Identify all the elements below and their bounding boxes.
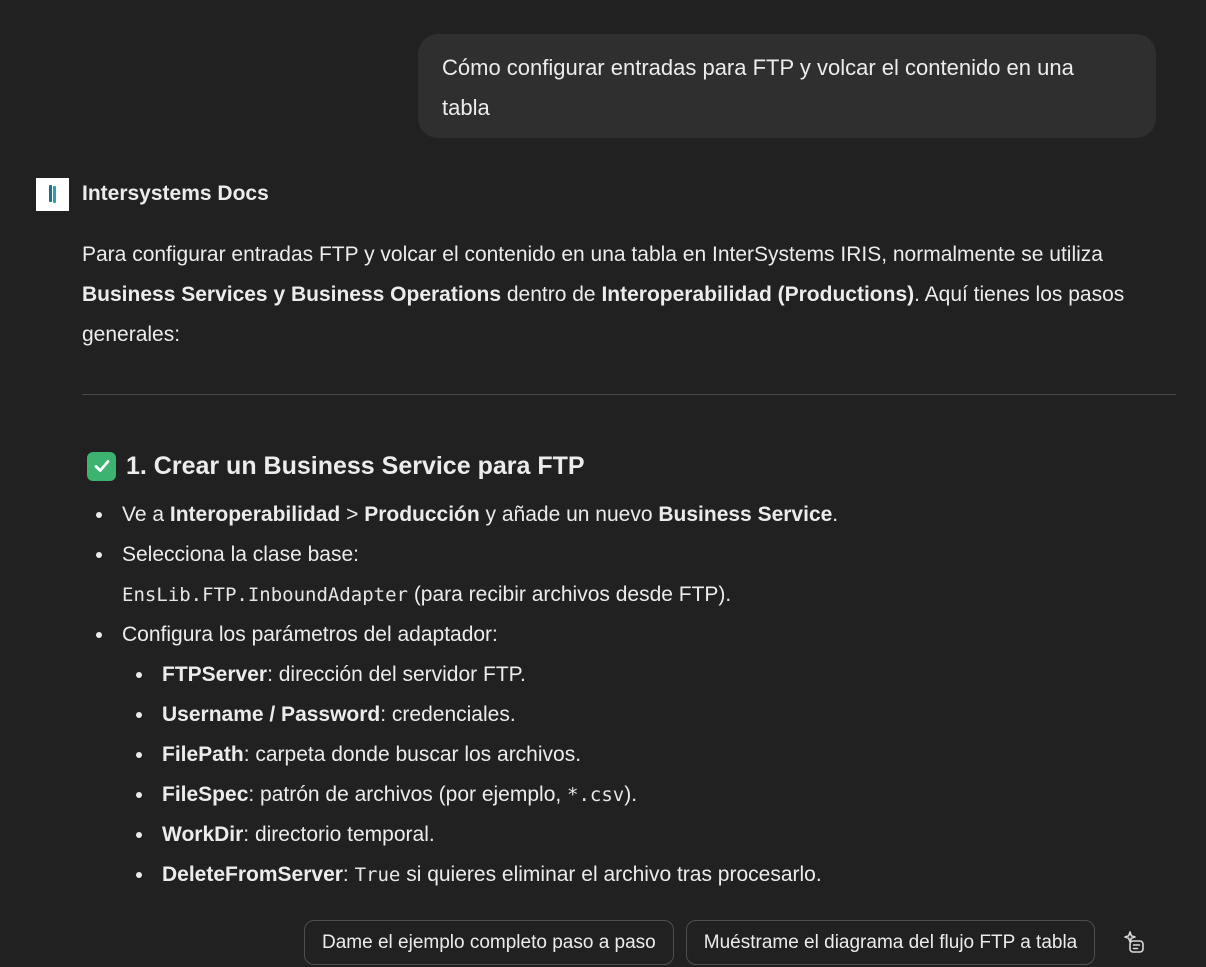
divider xyxy=(82,394,1176,395)
text: . Aquí tienes los pasos xyxy=(914,283,1125,306)
suggestion-chip-example[interactable]: Dame el ejemplo completo paso a paso xyxy=(304,920,674,965)
text: dentro de xyxy=(501,283,602,306)
user-message-bubble xyxy=(418,34,1156,138)
inline-code: True xyxy=(354,864,401,886)
bold-text: FTPServer xyxy=(162,663,268,686)
sparkle-prompt-icon[interactable] xyxy=(1117,926,1151,960)
steps-list xyxy=(82,495,1182,895)
bullet xyxy=(136,832,142,838)
bold-text: Producción xyxy=(364,503,480,526)
assistant-header xyxy=(36,177,269,211)
list-item xyxy=(82,495,1182,535)
list-item-continuation xyxy=(82,575,1182,615)
bold-text: Interoperabilidad (Productions) xyxy=(601,283,915,306)
intersystems-logo-icon xyxy=(36,178,69,211)
bullet xyxy=(136,792,142,798)
intro-paragraph xyxy=(82,235,1182,355)
list-item xyxy=(82,615,1182,655)
user-message-line: tabla xyxy=(442,95,490,120)
text: : dirección del servidor FTP. xyxy=(267,663,526,686)
inline-code: EnsLib.FTP.InboundAdapter xyxy=(122,584,408,606)
assistant-name: Intersystems Docs xyxy=(82,182,269,205)
check-mark-icon xyxy=(87,452,116,481)
bold-text: Business Service xyxy=(658,503,833,526)
bullet xyxy=(96,632,102,638)
text: . xyxy=(832,503,839,526)
intro-line xyxy=(82,275,1182,315)
sub-list-item xyxy=(82,655,1182,695)
bold-text: Business Services y Business Operations xyxy=(82,283,502,306)
bullet xyxy=(96,552,102,558)
bold-text: WorkDir xyxy=(162,823,244,846)
text: y añade un nuevo xyxy=(479,503,659,526)
text: > xyxy=(340,503,365,526)
section-title-text: 1. Crear un Business Service para FTP xyxy=(126,451,585,480)
bullet xyxy=(136,712,142,718)
bullet xyxy=(136,752,142,758)
text: : carpeta donde buscar los archivos. xyxy=(243,743,582,766)
bold-text: FileSpec xyxy=(162,783,249,806)
bullet xyxy=(96,512,102,518)
sub-list-item xyxy=(82,695,1182,735)
sub-list-item xyxy=(82,775,1182,815)
intro-line: generales: xyxy=(82,323,181,346)
bold-text: Username / Password xyxy=(162,703,381,726)
bold-text: FilePath xyxy=(162,743,244,766)
bold-text: Interoperabilidad xyxy=(169,503,341,526)
suggestion-bar xyxy=(304,920,1151,965)
sub-list-item xyxy=(82,855,1182,895)
text: (para recibir archivos desde FTP). xyxy=(407,583,732,606)
text: Selecciona la clase base: xyxy=(122,543,359,566)
text: Ve a xyxy=(122,503,170,526)
bold-text: DeleteFromServer xyxy=(162,863,343,886)
list-item xyxy=(82,535,1182,575)
intro-line: Para configurar entradas FTP y volcar el contenido en una tabla en InterSystems IRIS, normalmente se utiliza xyxy=(82,243,1103,266)
bullet xyxy=(136,672,142,678)
text: : patrón de archivos (por ejemplo, xyxy=(248,783,568,806)
text: si quieres eliminar el archivo tras procesarlo. xyxy=(400,863,822,886)
text: ). xyxy=(624,783,638,806)
user-message-line: Cómo configurar entradas para FTP y volcar el contenido en una xyxy=(442,55,1074,80)
sub-list-item xyxy=(82,735,1182,775)
text: : directorio temporal. xyxy=(243,823,435,846)
suggestion-chip-diagram[interactable]: Muéstrame el diagrama del flujo FTP a tabla xyxy=(686,920,1096,965)
text: Configura los parámetros del adaptador: xyxy=(122,623,498,646)
bullet xyxy=(136,872,142,878)
sub-list-item xyxy=(82,815,1182,855)
text: : credenciales. xyxy=(380,703,516,726)
section-heading xyxy=(87,446,585,486)
inline-code: *.csv xyxy=(567,784,625,806)
text: : xyxy=(342,863,355,886)
